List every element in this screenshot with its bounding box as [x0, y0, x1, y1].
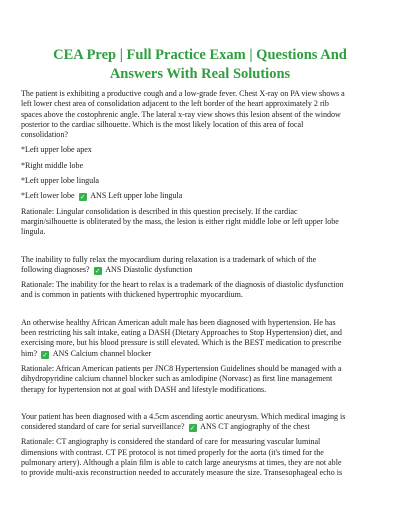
option: *Left upper lobe lingula [21, 176, 99, 186]
checkmark-icon: ✓ [94, 266, 101, 275]
checkmark-icon: ✓ [189, 424, 196, 433]
rationale: Rationale: The inability for the heart to relax is a trademark of the diagnosis of diastolic dysfunction and is common in patients with thickened hypertrophic myocardium. [21, 280, 344, 300]
answer: ANS Calcium channel blocker [52, 348, 152, 358]
question-2 [21, 255, 383, 301]
question-stem: Your patient has been diagnosed with a 4.5cm ascending aortic aneurysm. Which medical imaging is considered standard of care for serial surveillance? ✓ ANS CT angiography of the chest [21, 411, 346, 433]
title-line-2: Answers With Real Solutions [109, 66, 291, 82]
answer: ANS Left upper lobe lingula [90, 191, 183, 201]
answer: ANS Diastolic dysfunction [105, 264, 193, 274]
question-stem: An otherwise healthy African American adult male has been diagnosed with hypertension. He has been restricting his salt intake, eating a DASH (Dietary Approaches to Stop Hypertension) diet, and exercising more, but his blood pressure is still elevated. Which is the BEST medication to prescribe him? ✓ ANS Calcium channel blocker [21, 317, 342, 359]
rationale: Rationale: Lingular consolidation is described in this question precisely. If the cardiac margin/silhouette is obliterated by the mass, the lesion is either right middle lobe or left upper lobe lingula. [21, 206, 339, 237]
document-body [21, 89, 383, 479]
option: *Right middle lobe [21, 160, 84, 170]
option-with-answer [21, 191, 383, 201]
rationale: Rationale: African American patients per JNC8 Hypertension Guidelines should be managed with a dihydropyridine calcium channel blocker such as amlodipine (Norvasc) as first line management therapy for hypertension not at goal with DASH and lifestyle modifications. [21, 363, 342, 394]
rationale: Rationale: CT angiography is considered the standard of care for measuring vascular luminal dimensions with contrast. CT PE protocol is not timed properly for the aorta (it's timed for the pulmonary artery). Although a plain film is able to catch large aneurysms at times, they are not able to provide multi-axis reconstruction needed to accurately measure the size. Transesophageal echo is [21, 437, 343, 478]
checkmark-icon: ✓ [79, 193, 86, 202]
checkmark-icon: ✓ [42, 350, 48, 359]
title-line-1: CEA Prep | Full Practice Exam | Questions And [53, 47, 347, 63]
question-stem: The patient is exhibiting a productive cough and a low-grade fever. Chest X-ray on PA view shows a left lower chest area of consolidation adjacent to the left border of the heart approximately 2 rib spaces above the costophrenic angle. The lateral x-ray view shows this lesion absent of the window posterior to the cardiac silhouette. Which is the most likely location of this area of focal consolidation? [21, 89, 345, 140]
option: *Left upper lobe apex [21, 145, 92, 155]
question-stem: The inability to fully relax the myocardium during relaxation is a trademark of which of the following diagnoses? ✓ ANS Diastolic dysfunction [21, 254, 317, 275]
question-3 [21, 318, 383, 395]
answer: ANS CT angiography of the chest [200, 422, 310, 432]
question-4 [21, 412, 383, 479]
document-title [20, 46, 380, 84]
question-1 [21, 89, 383, 238]
option: *Left lower lobe [21, 191, 75, 201]
